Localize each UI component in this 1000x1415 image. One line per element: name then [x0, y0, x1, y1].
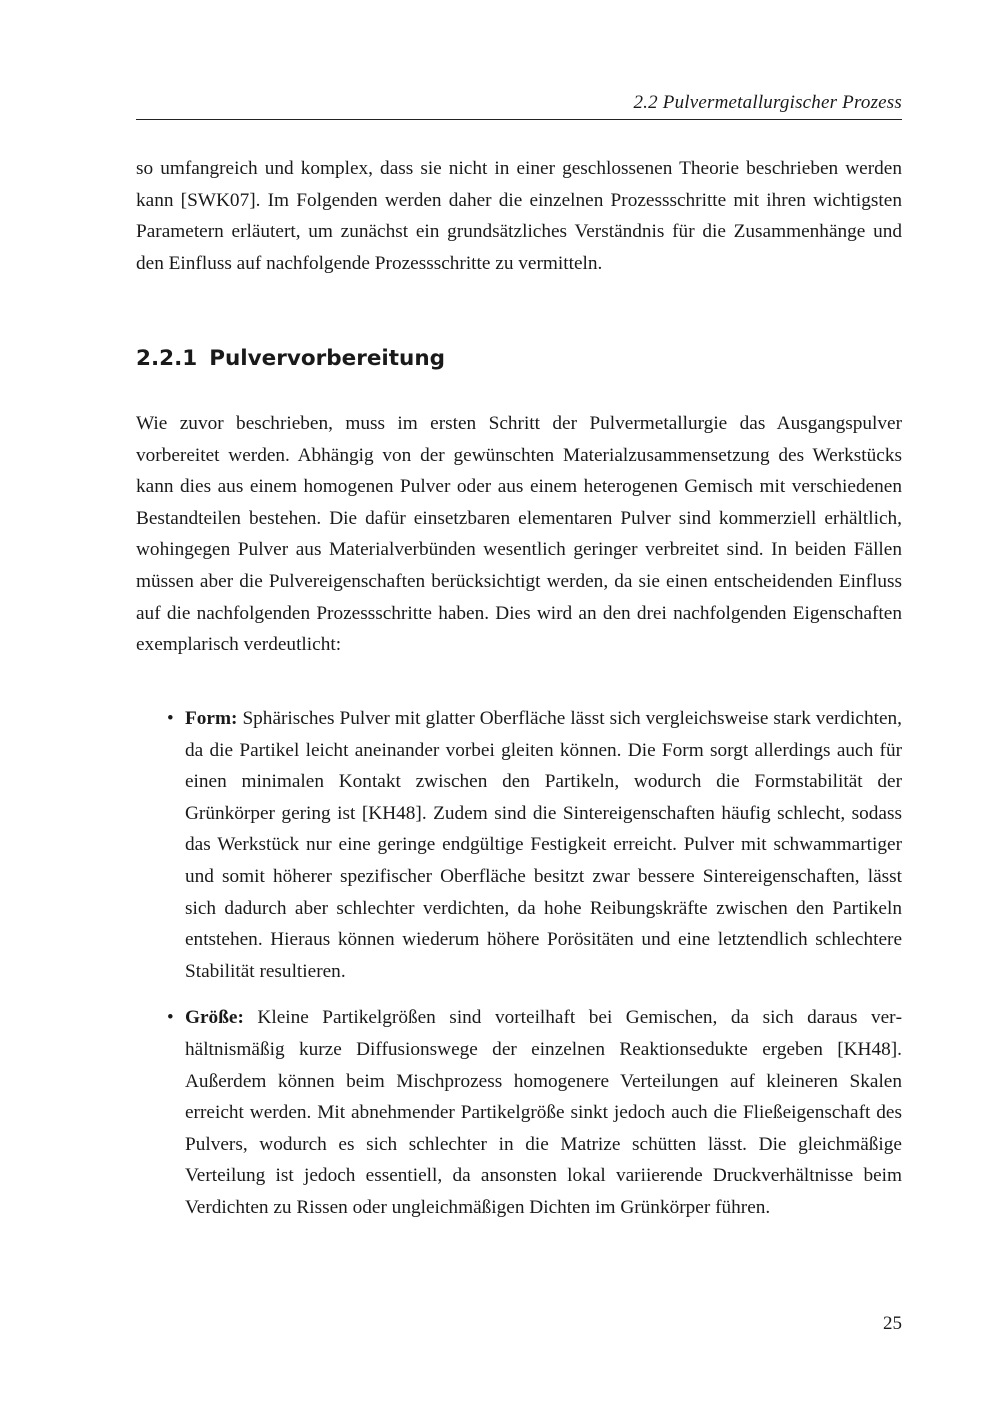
document-page: [136, 0, 902, 1415]
bullet-icon: •: [167, 708, 174, 729]
list-item-text: Kleine Partikelgrößen sind vorteilhaft bei Gemischen, da sich daraus verhältnismäßig kurze Diffusionswege der einzelnen Reaktionsedukte ergeben [KH48]. Außerdem können beim Mischprozess homogenere Verteilungen auf kleineren Skalen erreicht werden. Mit abnehmender Partikelgröße sinkt jedoch auch die Fließeigenschaft des Pulvers, wodurch es sich schlechter in die Matrize schütten lässt. Die gleichmäßige Verteilung ist jedoch essentiell, da ansonsten lokal variierende Druckverhältnisse beim Verdichten zu Rissen oder ungleichmäßigen Dichten im Grünkörper führen.: [185, 1007, 902, 1218]
section-heading: [136, 343, 445, 375]
list-item-term: Form:: [185, 708, 238, 729]
list-item-form: [136, 703, 902, 987]
section-number: 2.2.1: [136, 346, 198, 371]
list-item-term: Größe:: [185, 1007, 244, 1029]
section-title: Pulvervorbereitung: [209, 346, 446, 371]
property-list: [136, 703, 902, 1239]
page-number: 25: [883, 1313, 902, 1334]
bullet-icon: •: [167, 1007, 174, 1029]
body-paragraph: Wie zuvor beschrieben, muss im ersten Schritt der Pulvermetallurgie das Ausgangspulver vorbereitet werden. Abhängig von der gewünschten Materialzusammensetzung des Werkstücks kann dies aus einem homogenen Pulver oder aus einem heterogenen Gemisch mit verschiedenen Bestandteilen bestehen. Die dafür einsetzbaren elementaren Pulver sind kommerziell erhältlich, wohingegen Pulver aus Materialverbünden wesentlich geringer verbreitet sind. In beiden Fällen müssen aber die Pulvereigenschaften berücksichtigt werden, da sie einen entscheidenden Einfluss auf die nachfolgenden Prozessschritte haben. Dies wird an den drei nachfolgenden Eigenschaften exemplarisch verdeutlicht:: [136, 413, 902, 656]
intro-paragraph: so umfangreich und komplex, dass sie nicht in einer geschlossenen Theorie beschrieben werden kann [SWK07]. Im Folgenden werden daher die einzelnen Prozessschritte mit ihren wichtigsten Parametern erläutert, um zunächst ein grundsätzliches Verständnis für die Zusammenhänge und den Einfluss auf nachfolgende Prozessschritte zu vermitteln.: [136, 158, 902, 274]
running-header: [136, 90, 902, 120]
running-head-title: 2.2 Pulvermetallurgischer Prozess: [633, 92, 902, 113]
list-item-text: Sphärisches Pulver mit glatter Oberfläche lässt sich vergleichsweise stark verdichten, da die Partikel leicht aneinander vorbei gleiten können. Die Form sorgt allerdings auch für einen minimalen Kontakt zwischen den Partikeln, wodurch die Formstabilität der Grünkörper gering ist [KH48]. Zudem sind die Sintereigenschaften häufig schlecht, sodass das Werkstück nur eine geringe endgültige Festigkeit erreicht. Pulver mit schwammartiger und somit höherer spezifischer Oberfläche besitzt zwar bessere Sintereigenschaften, lässt sich dadurch aber schlechter verdichten, da hohe Reibungskräfte zwischen den Partikeln entstehen. Hieraus können wiederum höhere Porösitäten und eine letztendlich schlechtere Stabilität resultieren.: [185, 708, 902, 982]
list-item-size: [136, 1002, 902, 1223]
